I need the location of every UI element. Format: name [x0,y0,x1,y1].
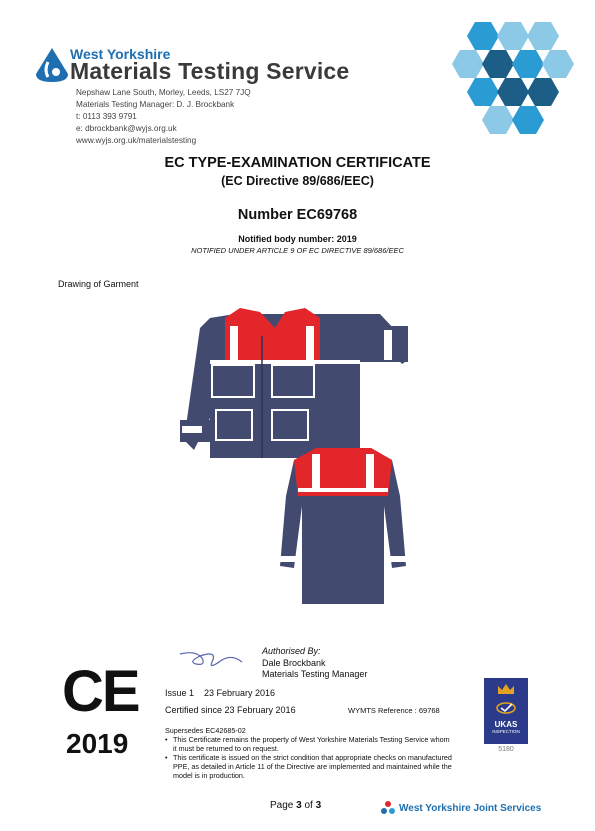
certificate-title: EC TYPE-EXAMINATION CERTIFICATE [164,155,431,171]
bullet-icon: • [165,735,168,744]
garment-back-drawing [276,436,410,606]
ukas-inspection-text: INSPECTION [492,729,520,734]
drawing-label: Drawing of Garment [58,279,139,289]
list-item [165,753,455,780]
email-line: e: dbrockbank@wyjs.org.uk [76,124,177,133]
hexagon [527,22,559,50]
certificate-number: Number EC69768 [237,207,358,223]
hexagon [512,106,544,134]
phone-line: t: 0113 393 9791 [76,112,137,121]
hexagon [497,78,529,106]
certified-since: Certified since 23 February 2016 [165,705,296,715]
hexagon-pattern-graphic [448,16,578,138]
crown-icon [496,682,516,696]
page-number [270,800,321,811]
signatory-role: Materials Testing Manager [262,669,368,679]
hexagon [482,50,514,78]
page-prefix: Page [270,800,297,811]
notes-list [165,735,455,780]
hexagon [452,50,484,78]
hexagon [467,22,499,50]
supersedes-note: Supersedes EC42685-02 [165,726,246,735]
web-line: www.wyjs.org.uk/materialstesting [76,136,197,145]
notified-under-text: NOTIFIED UNDER ARTICLE 9 OF EC DIRECTIVE 89/686/EEC [191,246,404,255]
bullet-icon: • [165,753,168,762]
hexagon [482,106,514,134]
hexagon [512,50,544,78]
water-drop-logo-icon [34,46,70,84]
directive-subtitle: (EC Directive 89/686/EEC) [221,174,374,188]
list-item [165,735,455,753]
service-name: Materials Testing Service [70,58,350,84]
joint-services-logo [380,800,541,816]
star-logo-icon [380,800,396,816]
wymts-reference: WYMTS Reference : 69768 [348,706,440,715]
org-name: West Yorkshire [70,46,171,62]
ukas-text: UKAS [494,720,518,729]
tick-icon [495,701,517,715]
hexagon [527,78,559,106]
ukas-badge [484,678,528,744]
joint-services-text: West Yorkshire Joint Services [399,802,542,814]
note-text: This certificate is issued on the strict condition that appropriate checks on manufactured PPE, as detailed in Article 11 of the Directive are implemented and maintained while the model is in production. [173,753,452,780]
page-of: of [301,800,316,811]
note-text: This Certificate remains the property of West Yorkshire Materials Testing Service whom it must be returned to on request. [173,735,450,753]
hexagon [542,50,574,78]
hexagon [467,78,499,106]
ce-mark: CE [62,659,139,724]
page-total: 3 [315,800,322,811]
manager-line: Materials Testing Manager: D. J. Brockbank [76,100,235,109]
address-line: Nepshaw Lane South, Morley, Leeds, LS27 7JQ [76,88,251,97]
notified-body-number: Notified body number: 2019 [238,234,357,244]
page-current: 3 [296,800,302,811]
signature-scribble [178,648,244,672]
hexagon [497,22,529,50]
notified-body-badge-number: 2019 [66,728,129,759]
issue-line: Issue 1 23 February 2016 [165,688,276,698]
authorised-by-label: Authorised By: [262,646,321,656]
signatory-name: Dale Brockbank [262,658,326,668]
ukas-code: 5180 [498,746,514,753]
